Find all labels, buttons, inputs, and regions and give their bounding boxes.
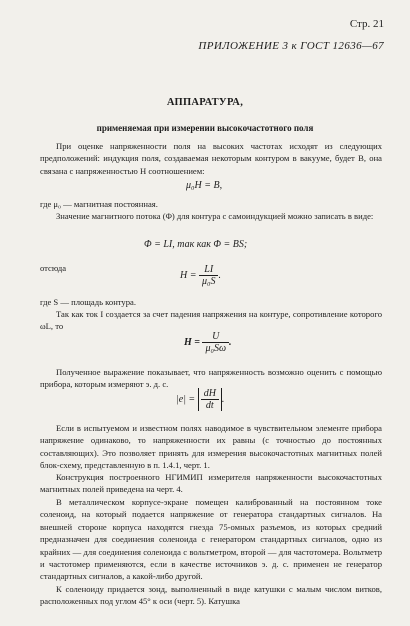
paragraph-construction: Конструкция построенного НГИМИП измерителя напряженности высокочастотных магнитных полей приведена на черт. 4. xyxy=(40,472,382,495)
paragraph-current: Так как ток I создается за счет падения напряжения на контуре, сопротивление которого ωL, то xyxy=(40,309,382,332)
section-title: АППАРАТУРА, xyxy=(166,97,244,108)
paragraph-equal-voltage: Если в испытуемом и известном полях наводимое в чувствительном элементе прибора напряжение одинаково, то напряженности их равны (с точностью до постоянных составляющих). Это позволяет принять для измерения высокочастотных магнитных полей блок-схему, представленную в п. 1.4.1, черт. 1. xyxy=(40,423,382,471)
equation-induction: μ₀H = B, xyxy=(186,180,223,191)
paragraph-estimation: Полученное выражение показывает, что напряженность возможно оценить с помощью прибора, которым измеряют э. д. с. xyxy=(40,367,382,390)
paragraph-assumptions: При оценке напряженности поля на высоких частотах исходят из следующих предположений: индукция поля, создаваемая некоторым контуром в вакууме, будет B, она связана с напряженностью H соотношением: xyxy=(40,141,382,176)
equation-h-from-voltage: H = $\frac{U}{\text{μ₀Sω}}$ . xyxy=(184,331,232,354)
paragraph-hence: отсюда xyxy=(40,263,67,273)
paragraph-probe: К соленоиду придается зонд, выполненный в виде катушки с малым числом витков, расположенных под углом 45° к оси (черт. 5). Катушка xyxy=(40,584,382,607)
appendix-reference: ПРИЛОЖЕНИЕ 3 к ГОСТ 12636—67 xyxy=(198,40,384,52)
paragraph-magnetic-flux: Значение магнитного потока (Φ) для контура с самоиндукцией можно записать в виде: xyxy=(56,211,374,221)
equation-h-from-flux: H = $\frac{LI}{\text{μ₀S}}$ . xyxy=(180,264,221,287)
paragraph-mu-definition: где μ₀ — магнитная постоянная. xyxy=(40,199,158,209)
equation-flux: Φ = LI, так как Φ = BS; xyxy=(144,239,248,250)
page-number: Стр. 21 xyxy=(349,18,384,30)
section-subtitle: применяемая при измерении высокочастотного поля xyxy=(96,123,314,133)
paragraph-metal-housing: В металлическом корпусе-экране помещен калиброванный на постоянном токе соленоид, на который подается напряжение от генератора стандартных сигналов. На внешней стороне корпуса находятся гнезда 75-омных разъемов, из которых средний предназначен для соединения соленоида с генератором стандартных сигналов, одно из крайних — для соединения соленоида с вольтметром, второй — для частотомера. Вольтметр и частотомер применяются, если в качестве источников э. д. с. применен не генератор стандартных сигналов, а какой-либо другой. xyxy=(40,497,382,582)
equation-emf: |e| = $\frac{dH}{dt}$ . xyxy=(176,388,225,411)
paragraph-area-definition: где S — площадь контура. xyxy=(40,297,136,307)
